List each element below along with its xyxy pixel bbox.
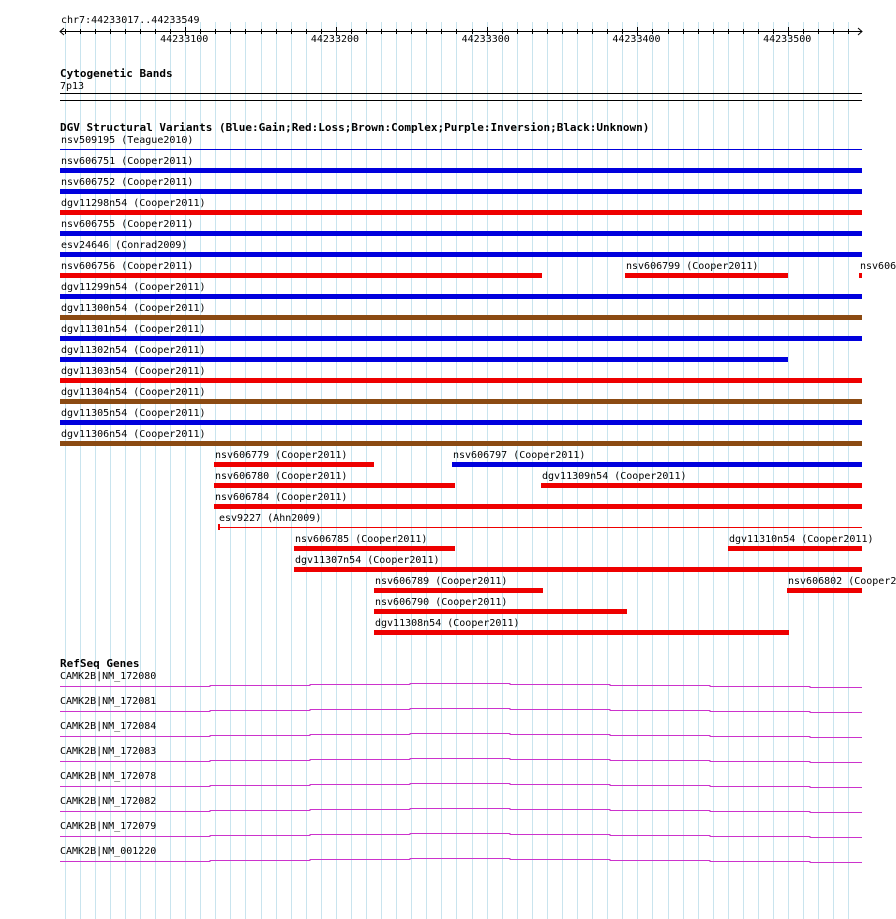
ruler-tick-label: 44233100 [160, 34, 209, 45]
refseq-gene-model [60, 759, 862, 763]
dgv-feature-label: dgv11309n54 (Cooper2011) [542, 471, 687, 482]
dgv-feature-label: nsv606780 (Cooper2011) [215, 471, 348, 482]
dgv-feature-label: nsv606 [860, 261, 896, 272]
refseq-gene-label: CAMK2B|NM_172080 [60, 671, 157, 682]
ruler-tick-label: 44233200 [310, 34, 360, 45]
dgv-feature-label: nsv606797 (Cooper2011) [453, 450, 586, 461]
refseq-gene-label: CAMK2B|NM_001220 [60, 846, 157, 857]
refseq-gene-label: CAMK2B|NM_172079 [60, 821, 157, 832]
dgv-feature-label: nsv509195 (Teague2010) [61, 135, 194, 146]
dgv-feature-label: dgv11302n54 (Cooper2011) [61, 345, 206, 356]
dgv-feature-label: nsv606789 (Cooper2011) [375, 576, 508, 587]
dgv-feature-label: dgv11298n54 (Cooper2011) [61, 198, 206, 209]
refseq-gene-model [60, 809, 862, 813]
dgv-feature-label: esv24646 (Conrad2009) [61, 240, 188, 251]
refseq-gene-label: CAMK2B|NM_172078 [60, 771, 157, 782]
dgv-feature-label: nsv606790 (Cooper2011) [375, 597, 508, 608]
dgv-feature-label: nsv606751 (Cooper2011) [61, 156, 194, 167]
dgv-feature-label: dgv11304n54 (Cooper2011) [61, 387, 206, 398]
refseq-gene-label: CAMK2B|NM_172082 [60, 796, 157, 807]
dgv-feature-label: dgv11303n54 (Cooper2011) [61, 366, 206, 377]
dgv-feature-label: dgv11306n54 (Cooper2011) [61, 429, 206, 440]
refseq-gene-label: CAMK2B|NM_172083 [60, 746, 157, 757]
refseq-gene-model [60, 784, 862, 788]
dgv-feature-label: nsv606784 (Cooper2011) [215, 492, 348, 503]
dgv-track-title: DGV Structural Variants (Blue:Gain;Red:Loss;Brown:Complex;Purple:Inversion;Black:Unknown) [60, 121, 650, 134]
dgv-feature-label: dgv11305n54 (Cooper2011) [61, 408, 206, 419]
refseq-gene-model [60, 684, 862, 688]
dgv-feature-label: dgv11299n54 (Cooper2011) [61, 282, 206, 293]
dgv-feature-label: nsv606752 (Cooper2011) [61, 177, 194, 188]
dgv-feature-label: esv9227 (Ahn2009) [219, 513, 322, 524]
ruler-tick-label: 44233300 [461, 34, 510, 45]
refseq-track-title: RefSeq Genes [60, 657, 140, 670]
cytoband-label: 7p13 [60, 81, 85, 92]
refseq-gene-model [60, 709, 862, 713]
dgv-feature-label: dgv11301n54 (Cooper2011) [61, 324, 206, 335]
dgv-feature-label: nsv606785 (Cooper2011) [295, 534, 428, 545]
dgv-feature-label: dgv11310n54 (Cooper2011) [729, 534, 874, 545]
dgv-feature-label: nsv606755 (Cooper2011) [61, 219, 194, 230]
refseq-gene-model [60, 834, 862, 838]
refseq-gene-model [60, 734, 862, 738]
dgv-feature-label: nsv606799 (Cooper2011) [626, 261, 759, 272]
dgv-feature-label: nsv606756 (Cooper2011) [61, 261, 194, 272]
ruler-tick-label: 44233500 [763, 34, 812, 45]
refseq-gene-label: CAMK2B|NM_172084 [60, 721, 157, 732]
dgv-feature-label: dgv11308n54 (Cooper2011) [375, 618, 520, 629]
dgv-feature-label: dgv11307n54 (Cooper2011) [295, 555, 440, 566]
refseq-gene-model [60, 859, 862, 863]
position-label: chr7:44233017..44233549 [61, 15, 200, 26]
dgv-feature-label: nsv606779 (Cooper2011) [215, 450, 348, 461]
ruler-tick-label: 44233400 [612, 34, 661, 45]
dgv-feature-label: nsv606802 (Cooper2 [788, 576, 896, 587]
cytoband-track-title: Cytogenetic Bands [60, 67, 173, 80]
dgv-feature-label: dgv11300n54 (Cooper2011) [61, 303, 206, 314]
refseq-gene-label: CAMK2B|NM_172081 [60, 696, 157, 707]
